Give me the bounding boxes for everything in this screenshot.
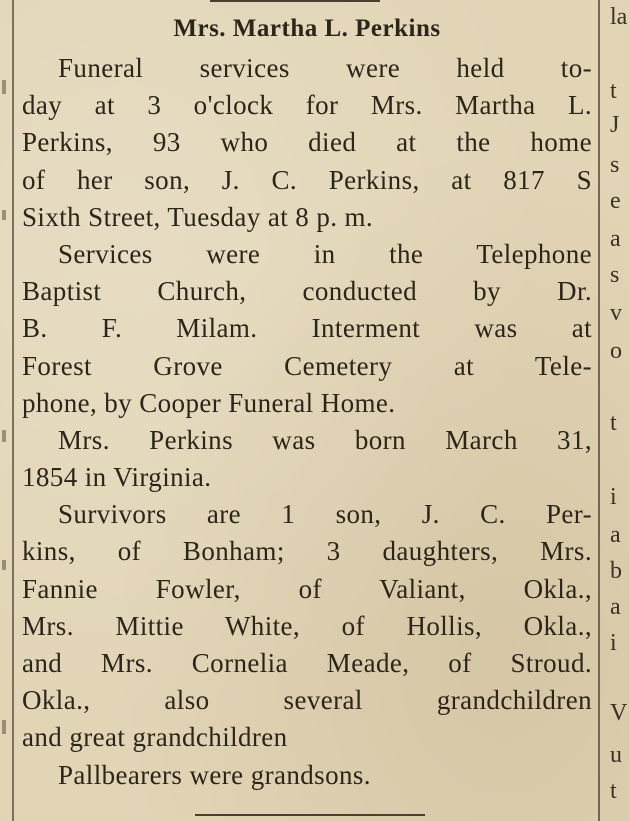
- adjacent-column-text: e: [610, 188, 621, 214]
- article-line: Perkins, 93 who died at the home: [22, 127, 592, 158]
- adjacent-column-text: a: [610, 522, 621, 548]
- article-headline: Mrs. Martha L. Perkins: [173, 15, 441, 42]
- article-line: and great grandchildren: [22, 722, 288, 753]
- adjacent-column-text: i: [610, 484, 617, 510]
- adjacent-column-text: t: [610, 410, 617, 436]
- article-line: Pallbearers were grandsons.: [58, 759, 371, 790]
- article-line: kins, of Bonham; 3 daughters, Mrs.: [22, 536, 592, 567]
- adjacent-column-text: u: [610, 742, 622, 768]
- obituary-article: [22, 14, 592, 794]
- adjacent-column-text: b: [610, 558, 622, 584]
- article-line: phone, by Cooper Funeral Home.: [22, 387, 396, 418]
- left-edge-column-fragment: [0, 0, 10, 821]
- adjacent-column-text: s: [610, 262, 620, 288]
- article-body: [22, 50, 592, 794]
- article-line: Services were in the Telephone: [58, 238, 592, 269]
- adjacent-column-text: t: [610, 78, 617, 104]
- article-line: Funeral services were held to-: [58, 53, 592, 83]
- left-column-rule: [12, 0, 14, 821]
- article-line: Fannie Fowler, of Valiant, Okla.,: [22, 573, 592, 604]
- adjacent-column-text: la: [610, 4, 628, 30]
- article-line: Baptist Church, conducted by Dr.: [22, 276, 592, 307]
- article-line: Okla., also several grandchildren: [22, 685, 592, 716]
- article-line: B. F. Milam. Interment was at: [22, 313, 592, 344]
- adjacent-column-text: v: [610, 300, 622, 326]
- article-line: Survivors are 1 son, J. C. Per-: [58, 499, 592, 530]
- article-line: Mrs. Mittie White, of Hollis, Okla.,: [22, 610, 592, 641]
- adjacent-column-text: i: [610, 630, 617, 656]
- article-line: Forest Grove Cemetery at Tele-: [22, 350, 592, 381]
- adjacent-column-text: s: [610, 152, 620, 178]
- bottom-divider-rule: [195, 814, 425, 816]
- adjacent-column-fragment: [608, 0, 629, 821]
- article-line: Mrs. Perkins was born March 31,: [58, 424, 592, 455]
- adjacent-column-text: t: [610, 778, 617, 804]
- top-divider-rule: [210, 0, 380, 2]
- article-line: and Mrs. Cornelia Meade, of Stroud.: [22, 648, 592, 678]
- article-line: Sixth Street, Tuesday at 8 p. m.: [22, 201, 374, 232]
- adjacent-column-text: a: [610, 594, 621, 620]
- article-line: 1854 in Virginia.: [22, 462, 212, 493]
- article-line: day at 3 o'clock for Mrs. Martha L.: [22, 90, 592, 121]
- right-column-rule: [598, 0, 600, 821]
- adjacent-column-text: o: [610, 338, 622, 364]
- adjacent-column-text: J: [610, 112, 620, 138]
- article-line: of her son, J. C. Perkins, at 817 S: [22, 164, 592, 195]
- adjacent-column-text: a: [610, 226, 621, 252]
- adjacent-column-text: V: [610, 700, 628, 726]
